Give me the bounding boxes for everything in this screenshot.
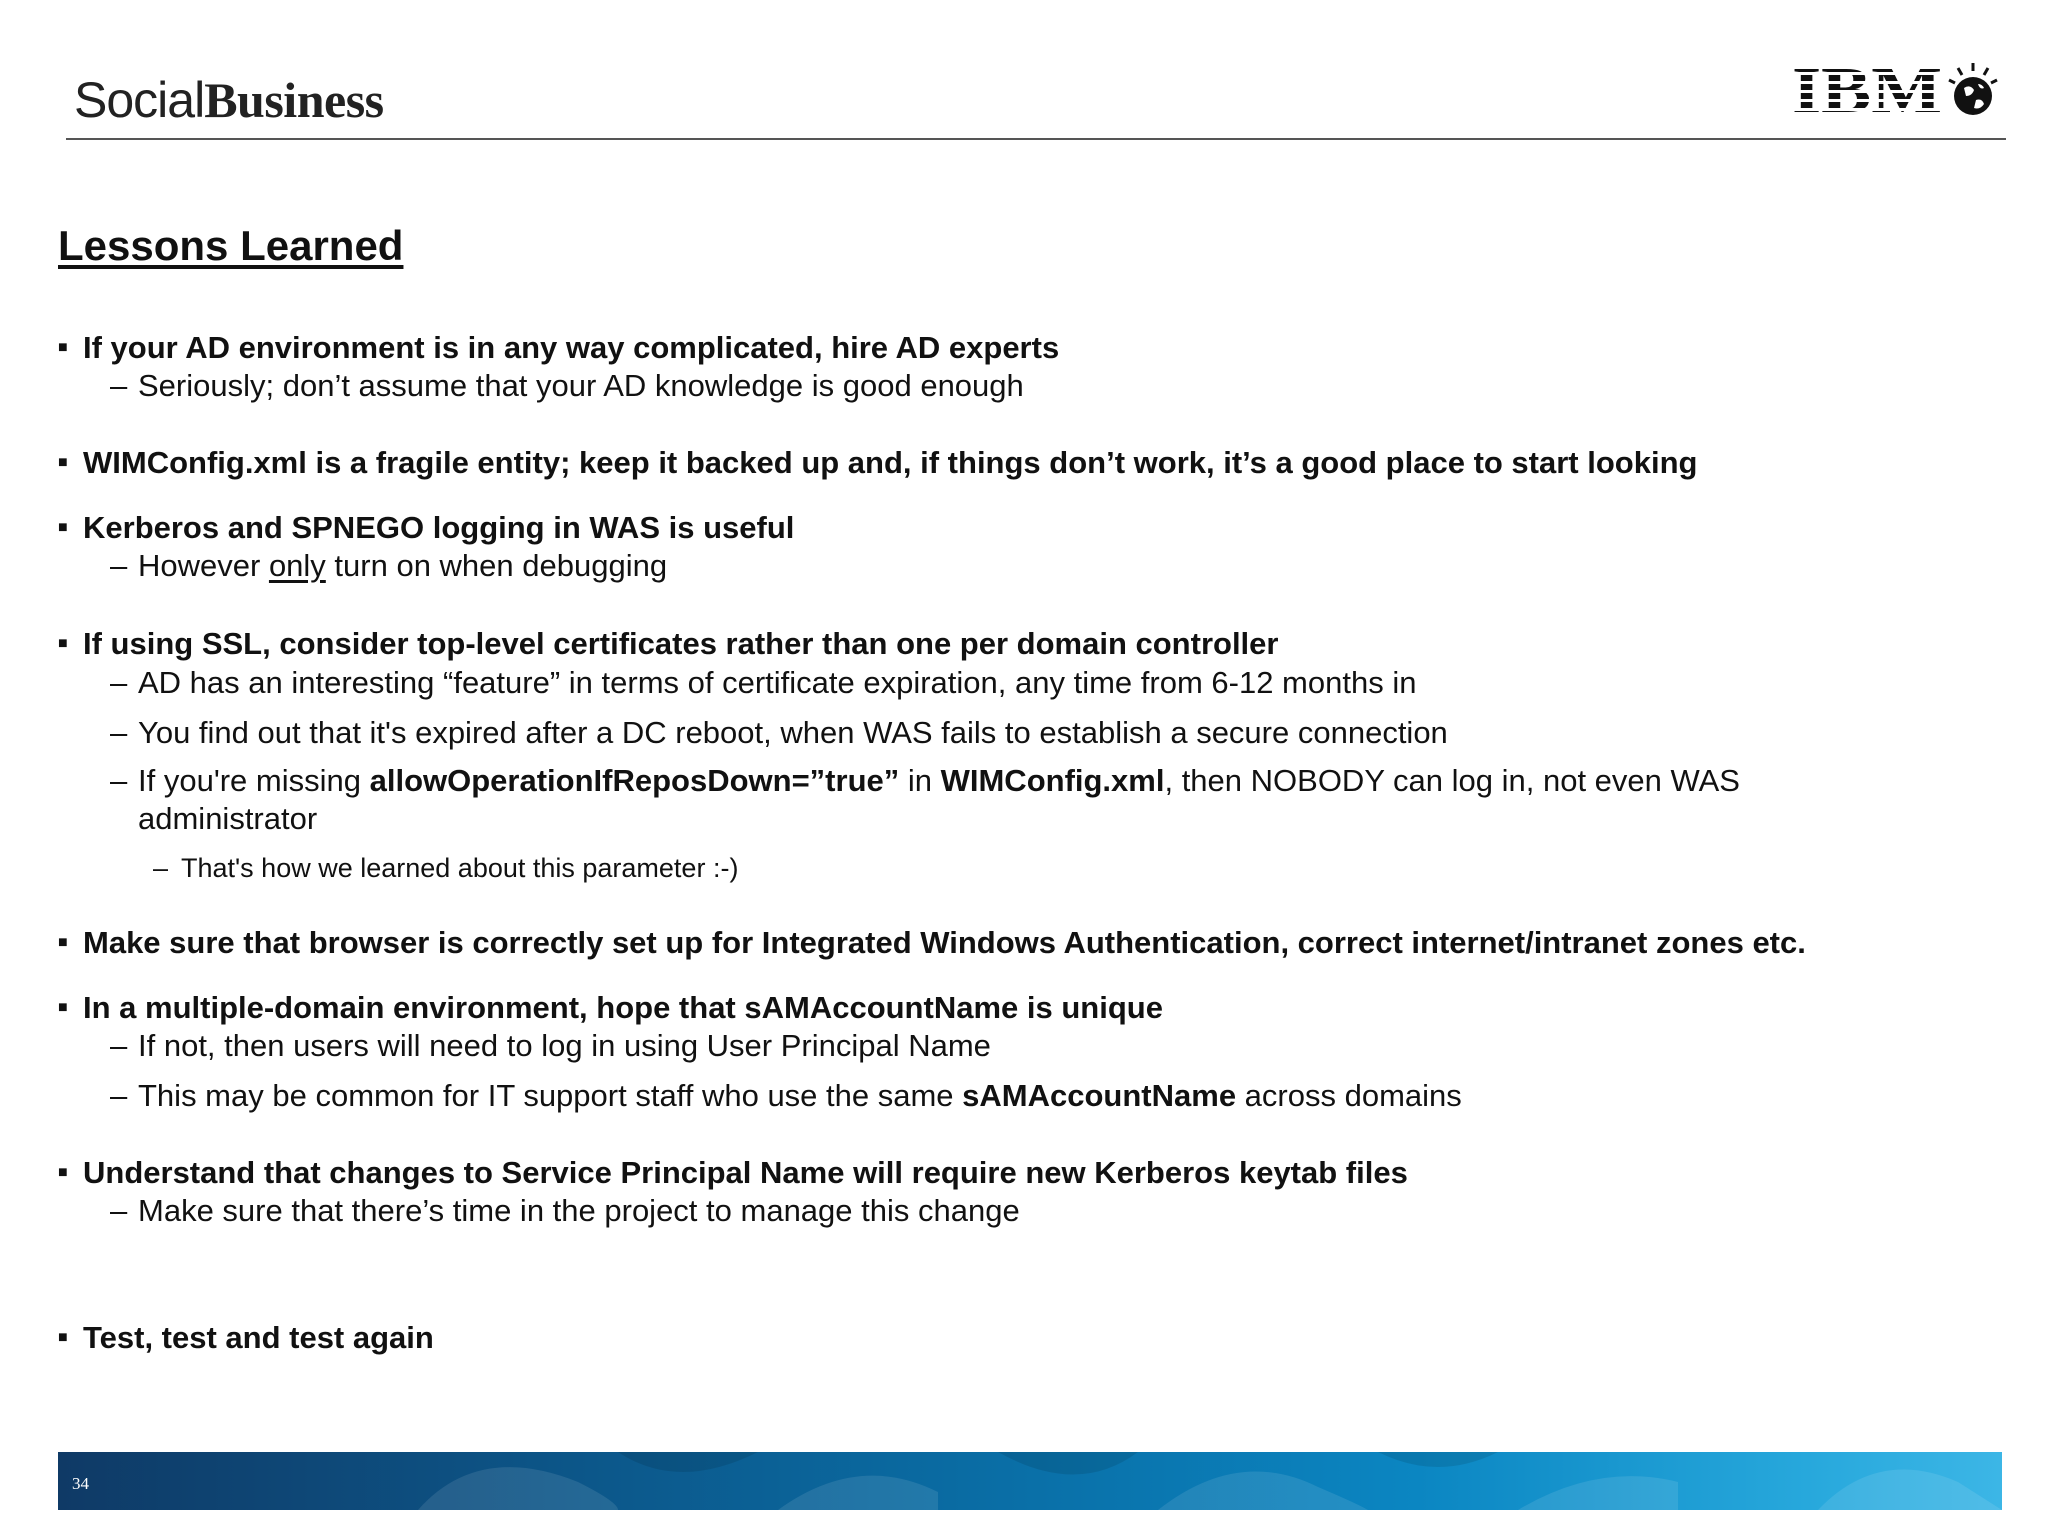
globe-icon [1949,63,1997,115]
bullet-marker: ■ [58,635,68,652]
sub-bullet-item: – You find out that it's expired after a DC reboot, when WAS fails to establish a secure connection [110,715,1448,750]
code-term: sAMAccountName [962,1078,1237,1113]
sub-bullet-text: Make sure that there’s time in the project to manage this change [138,1193,1020,1228]
bullet-text: Make sure that browser is correctly set up for Integrated Windows Authentication, correct internet/intranet zones etc. [83,925,1806,960]
sub-bullet-item: – If you're missing allowOperationIfReposDown=”true” in WIMConfig.xml, then NOBODY can log in, not even WAS administrator [110,763,1740,836]
sub-bullet-text: AD has an interesting “feature” in terms of certificate expiration, any time from 6-12 months in [138,665,1417,700]
bullet-marker: ■ [58,934,68,951]
bullet-text: WIMConfig.xml is a fragile entity; keep it backed up and, if things don’t work, it’s a good place to start looking [83,445,1698,480]
bullet-item [58,990,1163,1026]
sub-bullet-text: If you're missing [138,763,370,798]
bullet-item [58,510,794,546]
sub-bullet-text: Seriously; don’t assume that your AD knowledge is good enough [138,368,1024,403]
bullet-text: Test, test and test again [83,1320,434,1355]
bullet-item [58,1320,434,1356]
bullet-text: If using SSL, consider top-level certificates rather than one per domain controller [83,626,1279,661]
sub-bullet-text: If not, then users will need to log in using User Principal Name [138,1028,991,1063]
sub-sub-bullet-item: – That's how we learned about this parameter :-) [153,853,739,883]
sub-bullet-item: – This may be common for IT support staff who use the same sAMAccountName across domains [110,1078,1462,1113]
footer-decoration [58,1452,2002,1510]
sub-bullet-item: – AD has an interesting “feature” in terms of certificate expiration, any time from 6-12 months in [110,665,1417,700]
footer-band [58,1452,2002,1510]
bullet-item [58,330,1059,366]
emphasis-underlined: only [268,548,326,583]
page-number: 34 [72,1474,89,1493]
sub-bullet-item: – Seriously; don’t assume that your AD knowledge is good enough [110,368,1024,403]
sub-bullet-text-end: , then NOBODY can log in, not even WAS administrator [138,763,1740,836]
ibm-logo [1792,58,2002,130]
bullet-item [58,925,1806,961]
sub-bullet-item: – If not, then users will need to log in using User Principal Name [110,1028,991,1063]
bullet-item [58,626,1278,662]
code-term: WIMConfig.xml [940,763,1165,798]
bullet-marker: ■ [58,1329,68,1346]
bullet-marker: ■ [58,454,68,471]
header-divider [66,138,2006,140]
bullet-marker: ■ [58,339,68,356]
bullet-item [58,1155,1408,1191]
sub-bullet-text-mid: in [899,763,941,798]
bullet-marker: ■ [58,999,68,1016]
sub-bullet-text: However [138,548,269,583]
sub-bullet-item: – Make sure that there’s time in the project to manage this change [110,1193,1020,1228]
bullet-text: Kerberos and SPNEGO logging in WAS is useful [83,510,795,545]
bullet-text: Understand that changes to Service Principal Name will require new Kerberos keytab files [83,1155,1408,1190]
bullet-marker: ■ [58,519,68,536]
bullet-item [58,445,1697,481]
code-term: allowOperationIfReposDown=”true” [369,763,900,798]
bullet-text: In a multiple-domain environment, hope that sAMAccountName is unique [83,990,1163,1025]
brand-wordmark-light: Social [74,72,205,128]
bullet-text: If your AD environment is in any way complicated, hire AD experts [83,330,1060,365]
sub-bullet-text: This may be common for IT support staff who use the same [138,1078,963,1113]
sub-bullet-text-end: across domains [1236,1078,1462,1113]
slide-title: Lessons Learned [58,222,404,269]
sub-bullet-text: You find out that it's expired after a DC reboot, when WAS fails to establish a secure connection [138,715,1448,750]
brand-wordmark-bold: Business [204,72,384,128]
brand-wordmark [74,72,384,128]
bullet-marker: ■ [58,1164,68,1181]
sub-sub-bullet-text: That's how we learned about this parameter :-) [181,853,739,883]
sub-bullet-text-end: turn on when debugging [325,548,668,583]
sub-bullet-item: – However only turn on when debugging [110,548,668,583]
